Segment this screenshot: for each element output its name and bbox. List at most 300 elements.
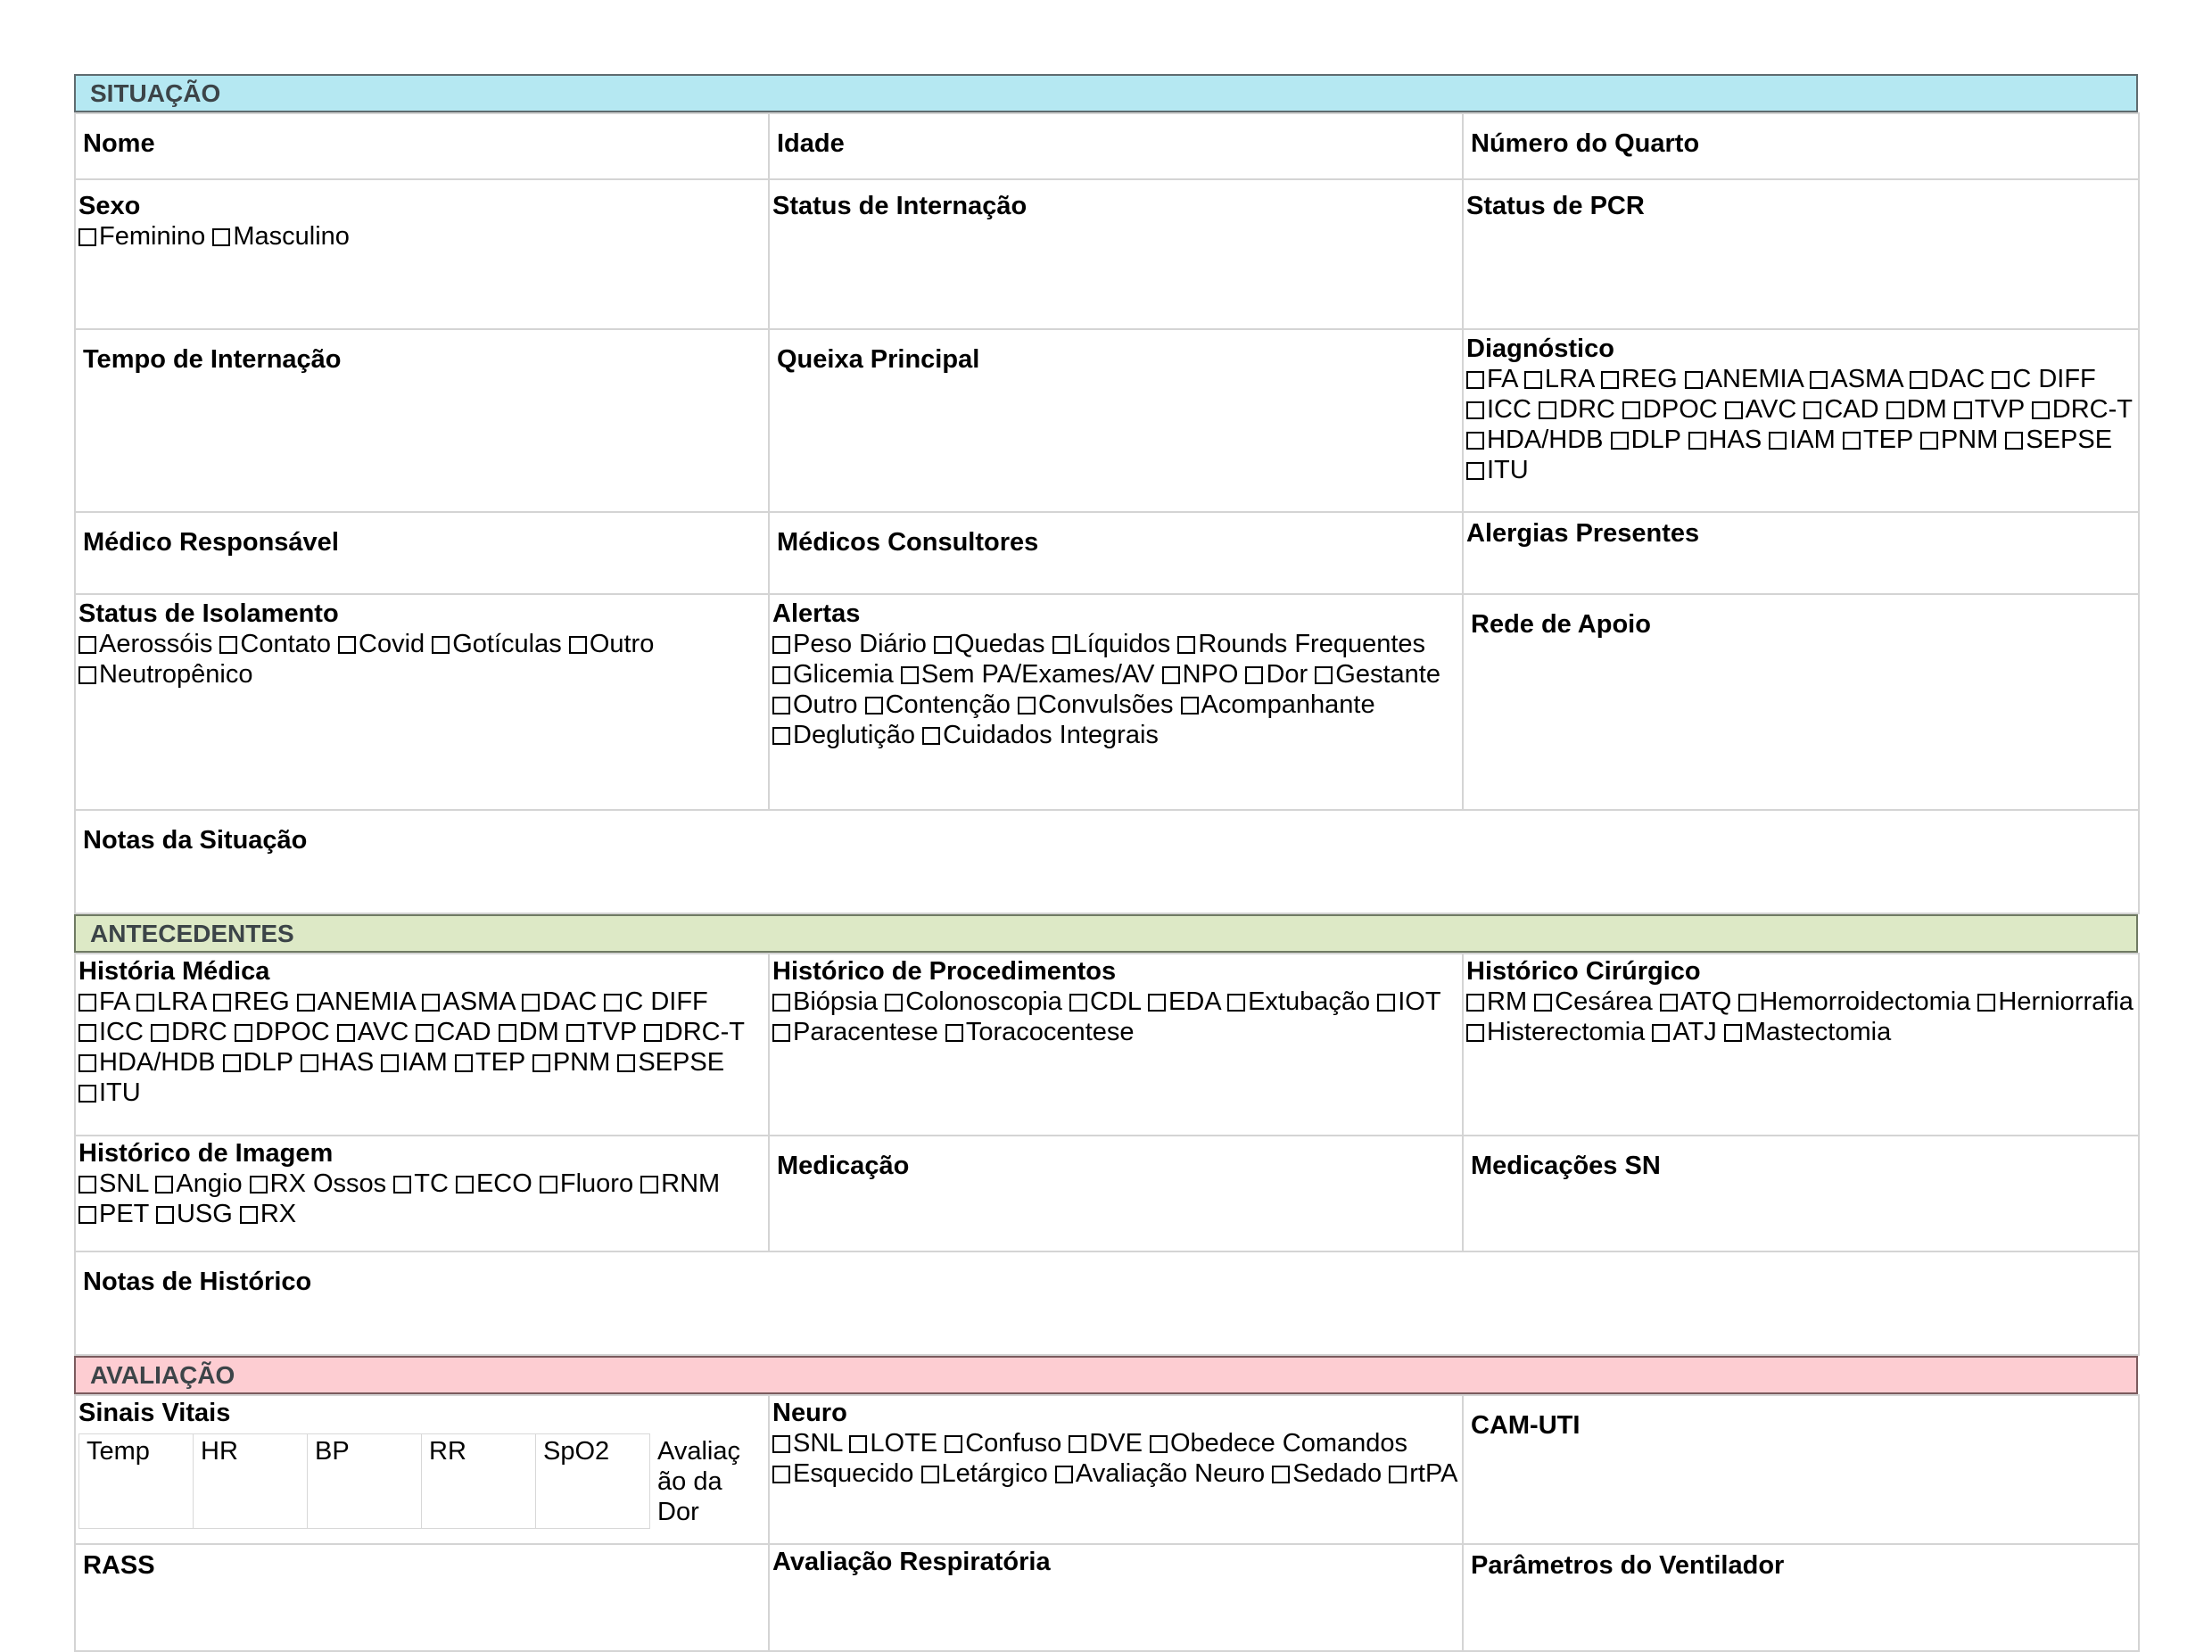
checkbox-icon[interactable] xyxy=(885,994,903,1012)
label-historico-imagem: Histórico de Imagem xyxy=(78,1139,334,1168)
checkbox-option[interactable] xyxy=(219,630,331,658)
checkbox-option[interactable] xyxy=(922,721,1159,749)
checkbox-icon[interactable] xyxy=(235,1024,252,1042)
checkbox-option[interactable] xyxy=(921,1459,1048,1488)
checkbox-label: REG xyxy=(233,987,290,1016)
checkbox-label: FA xyxy=(1487,365,1517,393)
checkbox-option[interactable] xyxy=(640,1169,720,1198)
checkbox-icon[interactable] xyxy=(1055,1466,1073,1483)
field-medicacoes-sn[interactable] xyxy=(1463,1136,2139,1251)
checkbox-icon[interactable] xyxy=(566,1024,584,1042)
checkbox-option[interactable] xyxy=(499,1018,559,1046)
field-cam-uti[interactable] xyxy=(1463,1395,2139,1544)
checkbox-option[interactable] xyxy=(1150,1429,1407,1458)
checkbox-icon[interactable] xyxy=(1622,401,1640,419)
checkbox-option[interactable] xyxy=(865,690,1011,719)
checkbox-option[interactable] xyxy=(151,1018,227,1046)
checkbox-icon[interactable] xyxy=(945,1435,962,1453)
vitals-col-temp[interactable]: Temp xyxy=(79,1434,194,1529)
checkbox-label: CAD xyxy=(436,1018,491,1046)
checkbox-icon[interactable] xyxy=(1150,1435,1168,1453)
checkbox-option[interactable] xyxy=(1052,630,1171,658)
checkbox-icon[interactable] xyxy=(250,1176,268,1194)
checkbox-option[interactable] xyxy=(1315,660,1440,689)
checkbox-option[interactable] xyxy=(235,1018,330,1046)
vitals-col-spo2[interactable]: SpO2 xyxy=(536,1434,650,1529)
checkbox-option[interactable] xyxy=(213,987,290,1016)
checkbox-label: DAC xyxy=(1930,365,1985,393)
checkbox-icon[interactable] xyxy=(136,994,154,1012)
checkbox-option[interactable] xyxy=(566,1018,637,1046)
checkbox-option[interactable] xyxy=(1018,690,1174,719)
checkbox-option[interactable] xyxy=(901,660,1155,689)
checkbox-icon[interactable] xyxy=(155,1176,173,1194)
checkbox-label: RM xyxy=(1487,987,1528,1016)
checkbox-option[interactable] xyxy=(1148,987,1220,1016)
checkbox-option[interactable] xyxy=(1181,690,1375,719)
checkbox-icon[interactable] xyxy=(78,1054,96,1072)
checkbox-option[interactable] xyxy=(1725,395,1796,424)
checkbox-icon[interactable] xyxy=(617,1054,635,1072)
checkbox-label: ITU xyxy=(1487,456,1529,484)
checkbox-label: Masculino xyxy=(233,222,350,251)
checkbox-label: Acompanhante xyxy=(1201,690,1375,719)
checkbox-option[interactable] xyxy=(432,630,562,658)
checkbox-option[interactable] xyxy=(1685,365,1803,393)
checkbox-label: TEP xyxy=(1862,425,1913,454)
checkbox-option[interactable] xyxy=(1524,365,1594,393)
checkbox-option[interactable] xyxy=(522,987,597,1016)
checkbox-option[interactable] xyxy=(136,987,206,1016)
checkbox-option[interactable] xyxy=(78,1200,149,1228)
field-rede-apoio[interactable] xyxy=(1463,594,2139,810)
checkbox-icon[interactable] xyxy=(1466,1024,1484,1042)
checkbox-label: Convulsões xyxy=(1037,690,1174,719)
checkbox-icon[interactable] xyxy=(78,636,96,654)
section-header-avaliacao: AVALIAÇÃO xyxy=(74,1356,2138,1394)
checkbox-icon[interactable] xyxy=(1685,371,1703,389)
label-sinais-vitais: Sinais Vitais xyxy=(78,1399,231,1427)
checkbox-option[interactable] xyxy=(1601,365,1678,393)
checkbox-icon[interactable] xyxy=(772,1466,790,1483)
vitals-col-avaliacao-dor[interactable]: Avaliação da Dor xyxy=(650,1434,755,1529)
section-header-situacao: SITUAÇÃO xyxy=(74,74,2138,112)
label-historico-procedimentos: Histórico de Procedimentos xyxy=(772,957,1117,986)
checkbox-option[interactable] xyxy=(2032,395,2133,424)
field-status-isolamento xyxy=(75,594,769,810)
checkbox-option[interactable] xyxy=(1069,987,1141,1016)
checkbox-icon[interactable] xyxy=(499,1024,516,1042)
checkbox-label: DPOC xyxy=(1642,395,1718,424)
field-notas-situacao[interactable] xyxy=(75,810,2139,913)
checkbox-icon[interactable] xyxy=(1069,994,1087,1012)
checkbox-icon[interactable] xyxy=(1148,994,1166,1012)
checkbox-label: Obedece Comandos xyxy=(1170,1429,1407,1458)
checkbox-icon[interactable] xyxy=(532,1054,550,1072)
checkbox-label: Esquecido xyxy=(793,1459,914,1488)
checkbox-icon[interactable] xyxy=(921,1466,939,1483)
checkbox-icon[interactable] xyxy=(338,636,356,654)
checkbox-option[interactable] xyxy=(455,1048,525,1077)
checkbox-option[interactable] xyxy=(1660,987,1731,1016)
checkbox-option[interactable] xyxy=(1843,425,1913,454)
checkbox-option[interactable] xyxy=(1466,425,1604,454)
field-alertas xyxy=(769,594,1463,810)
checkbox-label: Outro xyxy=(793,690,858,719)
checkbox-label: HDA/HDB xyxy=(1487,425,1604,454)
field-avaliacao-respiratoria[interactable] xyxy=(769,1544,1463,1651)
label-sexo: Sexo xyxy=(78,192,141,220)
checkbox-icon[interactable] xyxy=(1725,401,1743,419)
checkbox-label: Avaliação Neuro xyxy=(1075,1459,1266,1488)
checkbox-icon[interactable] xyxy=(772,994,790,1012)
field-rass[interactable] xyxy=(75,1544,769,1651)
checkbox-icon[interactable] xyxy=(1272,1466,1290,1483)
checkbox-icon[interactable] xyxy=(432,636,450,654)
label-status-pcr: Status de PCR xyxy=(1466,192,1645,220)
checkbox-label: DRC xyxy=(171,1018,227,1046)
checkbox-option[interactable] xyxy=(772,1459,913,1488)
checkbox-option[interactable] xyxy=(1652,1018,1716,1046)
checkbox-icon[interactable] xyxy=(297,994,315,1012)
checkbox-option[interactable] xyxy=(945,1018,1135,1046)
checkbox-label: DLP xyxy=(1630,425,1681,454)
checkbox-label: Fluoro xyxy=(559,1169,634,1198)
checkbox-option[interactable] xyxy=(1954,395,2025,424)
checkbox-label: HDA/HDB xyxy=(99,1048,216,1077)
checkbox-option[interactable] xyxy=(78,1169,148,1198)
checkbox-icon[interactable] xyxy=(604,994,622,1012)
checkbox-option[interactable] xyxy=(78,660,253,689)
checkbox-option[interactable] xyxy=(772,987,878,1016)
checkbox-icon[interactable] xyxy=(640,1176,658,1194)
checkbox-option[interactable] xyxy=(1977,987,2134,1016)
checkbox-option[interactable] xyxy=(1539,395,1615,424)
checkbox-icon[interactable] xyxy=(2032,401,2050,419)
checkbox-label: IOT xyxy=(1398,987,1441,1016)
checkbox-icon[interactable] xyxy=(901,666,919,684)
checkbox-icon[interactable] xyxy=(1977,994,1995,1012)
checkbox-icon[interactable] xyxy=(393,1176,411,1194)
field-alergias-presentes[interactable] xyxy=(1463,512,2139,594)
checkbox-option[interactable] xyxy=(644,1018,745,1046)
checkbox-option[interactable] xyxy=(772,690,858,719)
checkbox-icon[interactable] xyxy=(522,994,540,1012)
checkbox-label: Feminino xyxy=(99,222,206,251)
checkbox-label: Sedado xyxy=(1292,1459,1382,1488)
checkbox-option[interactable] xyxy=(155,1169,242,1198)
checkbox-option[interactable] xyxy=(78,1048,216,1077)
field-historico-imagem xyxy=(75,1136,769,1251)
checkbox-icon[interactable] xyxy=(213,994,231,1012)
checkbox-icon[interactable] xyxy=(865,697,883,714)
checkbox-option[interactable] xyxy=(338,630,425,658)
checkbox-label: Covid xyxy=(359,630,425,658)
checkbox-label: TVP xyxy=(1974,395,2025,424)
checkbox-option[interactable] xyxy=(78,222,205,251)
checkbox-icon[interactable] xyxy=(1466,994,1484,1012)
checkbox-option[interactable] xyxy=(223,1048,293,1077)
field-medicos-consultores[interactable] xyxy=(769,512,1463,594)
checkbox-icon[interactable] xyxy=(151,1024,169,1042)
section-header-antecedentes: ANTECEDENTES xyxy=(74,914,2138,953)
checkbox-option[interactable] xyxy=(772,1018,938,1046)
checkbox-icon[interactable] xyxy=(772,1024,790,1042)
checkbox-option[interactable] xyxy=(1162,660,1239,689)
checkbox-label: Contenção xyxy=(885,690,1011,719)
checkbox-option[interactable] xyxy=(156,1200,233,1228)
checkbox-icon[interactable] xyxy=(1227,994,1245,1012)
field-numero-quarto[interactable] xyxy=(1463,113,2139,179)
vitals-col-hr[interactable]: HR xyxy=(194,1434,308,1529)
checkbox-icon[interactable] xyxy=(1803,401,1821,419)
checkbox-icon[interactable] xyxy=(1377,994,1395,1012)
checkbox-icon[interactable] xyxy=(1910,371,1927,389)
checkbox-option[interactable] xyxy=(416,1018,491,1046)
checkbox-label: Contato xyxy=(240,630,331,658)
checkbox-option[interactable] xyxy=(934,630,1045,658)
checkbox-option[interactable] xyxy=(1227,987,1370,1016)
field-tempo-internacao[interactable] xyxy=(75,329,769,512)
field-historico-cirurgico xyxy=(1463,954,2139,1136)
checkbox-icon[interactable] xyxy=(78,228,96,246)
checkbox-option[interactable] xyxy=(212,222,350,251)
checkbox-option[interactable] xyxy=(1466,456,1529,484)
checkbox-option[interactable] xyxy=(1992,365,2095,393)
checkbox-option[interactable] xyxy=(1910,365,1985,393)
checkbox-icon[interactable] xyxy=(1389,1466,1407,1483)
label-tempo-internacao: Tempo de Internação xyxy=(83,345,342,374)
checkbox-icon[interactable] xyxy=(1601,371,1619,389)
checkbox-icon[interactable] xyxy=(1688,432,1706,450)
checkbox-label: Toracocentese xyxy=(965,1018,1135,1046)
checkbox-icon[interactable] xyxy=(1810,371,1828,389)
checkbox-label: FA xyxy=(99,987,129,1016)
checkbox-icon[interactable] xyxy=(78,1024,96,1042)
checkbox-icon[interactable] xyxy=(78,1206,96,1224)
checkbox-option[interactable] xyxy=(250,1169,387,1198)
checkbox-label: Deglutição xyxy=(793,721,916,749)
checkbox-option[interactable] xyxy=(381,1048,448,1077)
checkbox-icon[interactable] xyxy=(156,1206,174,1224)
checkbox-icon[interactable] xyxy=(78,1176,96,1194)
checkbox-icon[interactable] xyxy=(772,636,790,654)
checkbox-option[interactable] xyxy=(945,1429,1061,1458)
label-diagnostico: Diagnóstico xyxy=(1466,335,1614,363)
checkbox-option[interactable] xyxy=(885,987,1062,1016)
label-notas-situacao: Notas da Situação xyxy=(83,826,308,855)
checkbox-icon[interactable] xyxy=(337,1024,355,1042)
checkbox-option[interactable] xyxy=(393,1169,449,1198)
checkbox-icon[interactable] xyxy=(1920,432,1938,450)
checkbox-icon[interactable] xyxy=(1886,401,1904,419)
checkbox-option[interactable] xyxy=(1534,987,1653,1016)
checkbox-icon[interactable] xyxy=(772,727,790,745)
checkbox-icon[interactable] xyxy=(416,1024,433,1042)
checkbox-option[interactable] xyxy=(1724,1018,1891,1046)
checkbox-icon[interactable] xyxy=(1524,371,1542,389)
checkbox-label: Líquidos xyxy=(1072,630,1171,658)
checkbox-icon[interactable] xyxy=(1660,994,1678,1012)
checkbox-group xyxy=(1466,364,2138,485)
checkbox-option[interactable] xyxy=(1738,987,1970,1016)
checkbox-group xyxy=(1466,987,2138,1047)
checkbox-icon[interactable] xyxy=(301,1054,318,1072)
checkbox-option[interactable] xyxy=(456,1169,532,1198)
checkbox-icon[interactable] xyxy=(1992,371,2010,389)
checkbox-group xyxy=(772,987,1462,1047)
checkbox-group xyxy=(78,221,768,252)
checkbox-label: DRC-T xyxy=(2051,395,2133,424)
checkbox-option[interactable] xyxy=(1466,395,1531,424)
checkbox-option[interactable] xyxy=(78,987,129,1016)
checkbox-option[interactable] xyxy=(772,1429,842,1458)
checkbox-icon[interactable] xyxy=(1315,666,1333,684)
checkbox-icon[interactable] xyxy=(1466,462,1484,480)
checkbox-option[interactable] xyxy=(1466,1018,1645,1046)
checkbox-option[interactable] xyxy=(78,630,212,658)
field-neuro xyxy=(769,1395,1463,1544)
checkbox-option[interactable] xyxy=(301,1048,375,1077)
checkbox-icon[interactable] xyxy=(381,1054,399,1072)
checkbox-icon[interactable] xyxy=(934,636,952,654)
checkbox-label: Paracentese xyxy=(793,1018,938,1046)
checkbox-option[interactable] xyxy=(1177,630,1425,658)
checkbox-icon[interactable] xyxy=(849,1435,867,1453)
checkbox-option[interactable] xyxy=(1055,1459,1265,1488)
checkbox-icon[interactable] xyxy=(1177,636,1195,654)
checkbox-option[interactable] xyxy=(1803,395,1878,424)
checkbox-option[interactable] xyxy=(422,987,515,1016)
vitals-col-rr[interactable]: RR xyxy=(422,1434,536,1529)
field-nome[interactable] xyxy=(75,113,769,179)
checkbox-icon[interactable] xyxy=(1018,697,1036,714)
checkbox-icon[interactable] xyxy=(772,666,790,684)
checkbox-option[interactable] xyxy=(1389,1459,1457,1488)
checkbox-label: ICC xyxy=(1487,395,1531,424)
field-medicacao[interactable] xyxy=(769,1136,1463,1251)
field-idade[interactable] xyxy=(769,113,1463,179)
checkbox-icon[interactable] xyxy=(772,697,790,714)
checkbox-option[interactable] xyxy=(240,1200,296,1228)
checkbox-option[interactable] xyxy=(337,1018,409,1046)
checkbox-icon[interactable] xyxy=(1652,1024,1670,1042)
checkbox-icon[interactable] xyxy=(1466,401,1484,419)
checkbox-icon[interactable] xyxy=(1534,994,1552,1012)
checkbox-option[interactable] xyxy=(849,1429,937,1458)
checkbox-icon[interactable] xyxy=(772,1435,790,1453)
checkbox-icon[interactable] xyxy=(1466,371,1484,389)
checkbox-option[interactable] xyxy=(540,1169,633,1198)
checkbox-label: Quedas xyxy=(953,630,1045,658)
checkbox-icon[interactable] xyxy=(1466,432,1484,450)
checkbox-option[interactable] xyxy=(1466,365,1517,393)
checkbox-icon[interactable] xyxy=(1738,994,1756,1012)
checkbox-icon[interactable] xyxy=(223,1054,241,1072)
checkbox-icon[interactable] xyxy=(1769,432,1787,450)
checkbox-option[interactable] xyxy=(1245,660,1308,689)
checkbox-option[interactable] xyxy=(297,987,416,1016)
checkbox-option[interactable] xyxy=(78,1078,141,1107)
label-medicacoes-sn: Medicações SN xyxy=(1471,1152,1661,1180)
checkbox-option[interactable] xyxy=(1377,987,1440,1016)
checkbox-option[interactable] xyxy=(1622,395,1718,424)
checkbox-label: ATJ xyxy=(1672,1018,1717,1046)
checkbox-icon[interactable] xyxy=(219,636,237,654)
field-status-internacao[interactable] xyxy=(769,179,1463,329)
checkbox-icon[interactable] xyxy=(455,1054,473,1072)
checkbox-option[interactable] xyxy=(569,630,655,658)
checkbox-icon[interactable] xyxy=(1052,636,1070,654)
checkbox-icon[interactable] xyxy=(456,1176,474,1194)
checkbox-label: DRC xyxy=(1559,395,1615,424)
label-notas-historico: Notas de Histórico xyxy=(83,1268,312,1296)
checkbox-icon[interactable] xyxy=(2005,432,2023,450)
checkbox-icon[interactable] xyxy=(1181,697,1199,714)
checkbox-option[interactable] xyxy=(1611,425,1681,454)
field-medico-responsavel[interactable] xyxy=(75,512,769,594)
checkbox-option[interactable] xyxy=(1810,365,1902,393)
checkbox-option[interactable] xyxy=(1769,425,1836,454)
checkbox-option[interactable] xyxy=(78,1018,144,1046)
checkbox-icon[interactable] xyxy=(644,1024,662,1042)
checkbox-label: HAS xyxy=(320,1048,375,1077)
checkbox-icon[interactable] xyxy=(1069,1435,1086,1453)
checkbox-option[interactable] xyxy=(1886,395,1947,424)
vitals-table xyxy=(78,1433,755,1529)
checkbox-option[interactable] xyxy=(617,1048,724,1077)
checkbox-icon[interactable] xyxy=(1954,401,1972,419)
checkbox-label: Gotículas xyxy=(452,630,562,658)
checkbox-option[interactable] xyxy=(772,721,915,749)
checkbox-icon[interactable] xyxy=(1611,432,1629,450)
checkbox-icon[interactable] xyxy=(922,727,940,745)
checkbox-icon[interactable] xyxy=(569,636,587,654)
field-notas-historico[interactable] xyxy=(75,1251,2139,1355)
field-parametros-ventilador[interactable] xyxy=(1463,1544,2139,1651)
checkbox-option[interactable] xyxy=(1688,425,1762,454)
checkbox-icon[interactable] xyxy=(78,1085,96,1103)
checkbox-option[interactable] xyxy=(1920,425,1998,454)
checkbox-icon[interactable] xyxy=(1539,401,1556,419)
checkbox-option[interactable] xyxy=(532,1048,610,1077)
checkbox-icon[interactable] xyxy=(1724,1024,1742,1042)
checkbox-option[interactable] xyxy=(1069,1429,1143,1458)
checkbox-icon[interactable] xyxy=(945,1024,963,1042)
checkbox-option[interactable] xyxy=(772,660,894,689)
checkbox-option[interactable] xyxy=(2005,425,2112,454)
checkbox-icon[interactable] xyxy=(240,1206,258,1224)
checkbox-icon[interactable] xyxy=(78,994,96,1012)
checkbox-icon[interactable] xyxy=(1162,666,1180,684)
checkbox-icon[interactable] xyxy=(422,994,440,1012)
field-diagnostico xyxy=(1463,329,2139,512)
checkbox-icon[interactable] xyxy=(540,1176,557,1194)
checkbox-option[interactable] xyxy=(1272,1459,1382,1488)
checkbox-label: CAD xyxy=(1824,395,1879,424)
checkbox-option[interactable] xyxy=(604,987,707,1016)
checkbox-icon[interactable] xyxy=(78,666,96,684)
checkbox-label: RX Ossos xyxy=(269,1169,387,1198)
checkbox-icon[interactable] xyxy=(1843,432,1861,450)
checkbox-option[interactable] xyxy=(772,630,927,658)
field-queixa-principal[interactable] xyxy=(769,329,1463,512)
checkbox-icon[interactable] xyxy=(1245,666,1263,684)
checkbox-icon[interactable] xyxy=(212,228,230,246)
vitals-col-bp[interactable]: BP xyxy=(308,1434,422,1529)
field-status-pcr[interactable] xyxy=(1463,179,2139,329)
checkbox-option[interactable] xyxy=(1466,987,1527,1016)
